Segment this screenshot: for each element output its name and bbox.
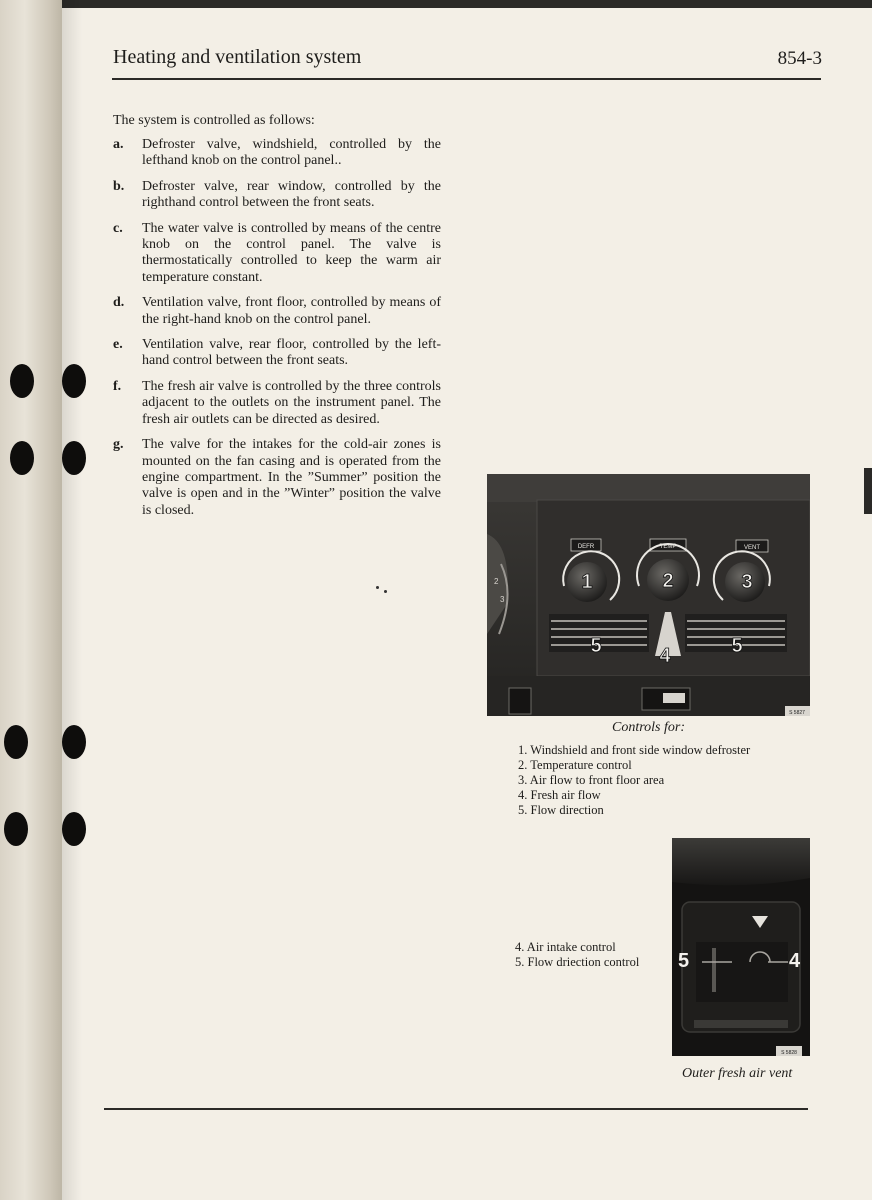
step-text: The fresh air valve is controlled by the three controls adjacent to the outlets on the instrument panel. The fresh air outlets can be directed as desired.: [142, 378, 441, 427]
callout-1: 1: [581, 571, 593, 593]
step-text: Defroster valve, rear window, controlled by the righthand control between the front seats.: [142, 178, 441, 211]
page-title: Heating and ventilation system: [113, 46, 362, 68]
direction-control: [712, 948, 716, 992]
callout-4: 4: [659, 645, 671, 667]
header-rule: [112, 78, 821, 80]
intro-text: The system is controlled as follows:: [113, 113, 315, 128]
steps-list: [113, 137, 441, 528]
section-tab-marker: [864, 468, 872, 514]
binder-spine: [0, 0, 62, 1200]
list-item: [113, 337, 441, 370]
knob-label-defr: DEFR: [577, 544, 595, 550]
list-item: 1. Windshield and front side window defroster: [518, 743, 751, 757]
figure-code: S 5827: [789, 710, 805, 716]
step-text: Ventilation valve, rear floor, controlled by the left-hand control between the front seats.: [142, 337, 441, 369]
print-speck: [376, 586, 379, 589]
step-letter: b.: [113, 178, 125, 194]
spine-shadow: [62, 0, 82, 1200]
punch-hole: [4, 725, 28, 759]
callout-3: 3: [741, 571, 753, 593]
gauge-tick-label: 2: [494, 577, 499, 586]
figure-code: S 5828: [781, 1050, 797, 1056]
step-letter: d.: [113, 295, 125, 311]
step-letter: f.: [113, 378, 122, 394]
callout-2: 2: [662, 570, 674, 592]
list-item: [113, 379, 441, 428]
punch-hole: [10, 441, 34, 475]
list-item: [113, 437, 441, 519]
list-item: [113, 179, 441, 212]
step-text: Ventilation valve, front floor, controlled by means of the right-hand knob on the control panel.: [142, 295, 441, 327]
punch-hole: [62, 725, 86, 759]
list-item: 4. Air intake control: [515, 940, 616, 954]
step-text: Defroster valve, windshield, controlled by the lefthand knob on the control panel..: [142, 137, 441, 169]
print-speck: [384, 590, 387, 593]
list-item: [113, 137, 441, 170]
figure-caption: Controls for:: [612, 720, 685, 735]
list-item: [113, 295, 441, 328]
punch-hole: [62, 812, 86, 846]
punch-hole: [4, 812, 28, 846]
knob-label-temp: TEMP: [659, 544, 677, 550]
list-item: 5. Flow driection control: [515, 955, 640, 969]
vent-legend-list: [515, 940, 639, 970]
callout-5: 5: [678, 950, 690, 972]
control-panel-photo: [487, 474, 810, 716]
callout-5-left: 5: [590, 635, 602, 657]
step-letter: g.: [113, 437, 124, 453]
step-letter: e.: [113, 337, 123, 353]
step-letter: a.: [113, 137, 124, 152]
figure-caption: Outer fresh air vent: [682, 1066, 793, 1081]
page-top-edge: [0, 0, 872, 8]
step-text: The water valve is controlled by means of the centre knob on the control panel. The valve is thermostatically controlled to keep the warm air temperature constant.: [142, 220, 441, 285]
footer-rule: [104, 1108, 808, 1110]
fresh-air-vent-photo: [672, 838, 810, 1056]
list-item: 5. Flow direction: [518, 803, 604, 817]
list-item: 4. Fresh air flow: [518, 788, 601, 802]
punch-hole: [62, 364, 86, 398]
legend-list: [518, 743, 750, 818]
callout-4: 4: [789, 950, 801, 972]
list-item: [113, 221, 441, 287]
punch-hole: [62, 441, 86, 475]
step-letter: c.: [113, 220, 123, 236]
step-text: The valve for the intakes for the cold-air zones is mounted on the fan casing and is operated from the engine compartment. In the ”Summer” position the valve is open and in the ”Winter” position the valve is closed.: [142, 437, 441, 518]
page-number: 854-3: [777, 48, 822, 69]
list-item: 2. Temperature control: [518, 758, 632, 772]
list-item: 3. Air flow to front floor area: [518, 773, 665, 787]
punch-hole: [10, 364, 34, 398]
callout-5-right: 5: [731, 635, 743, 657]
gauge-tick-label: 3: [500, 595, 505, 604]
knob-label-vent: VENT: [743, 545, 761, 551]
